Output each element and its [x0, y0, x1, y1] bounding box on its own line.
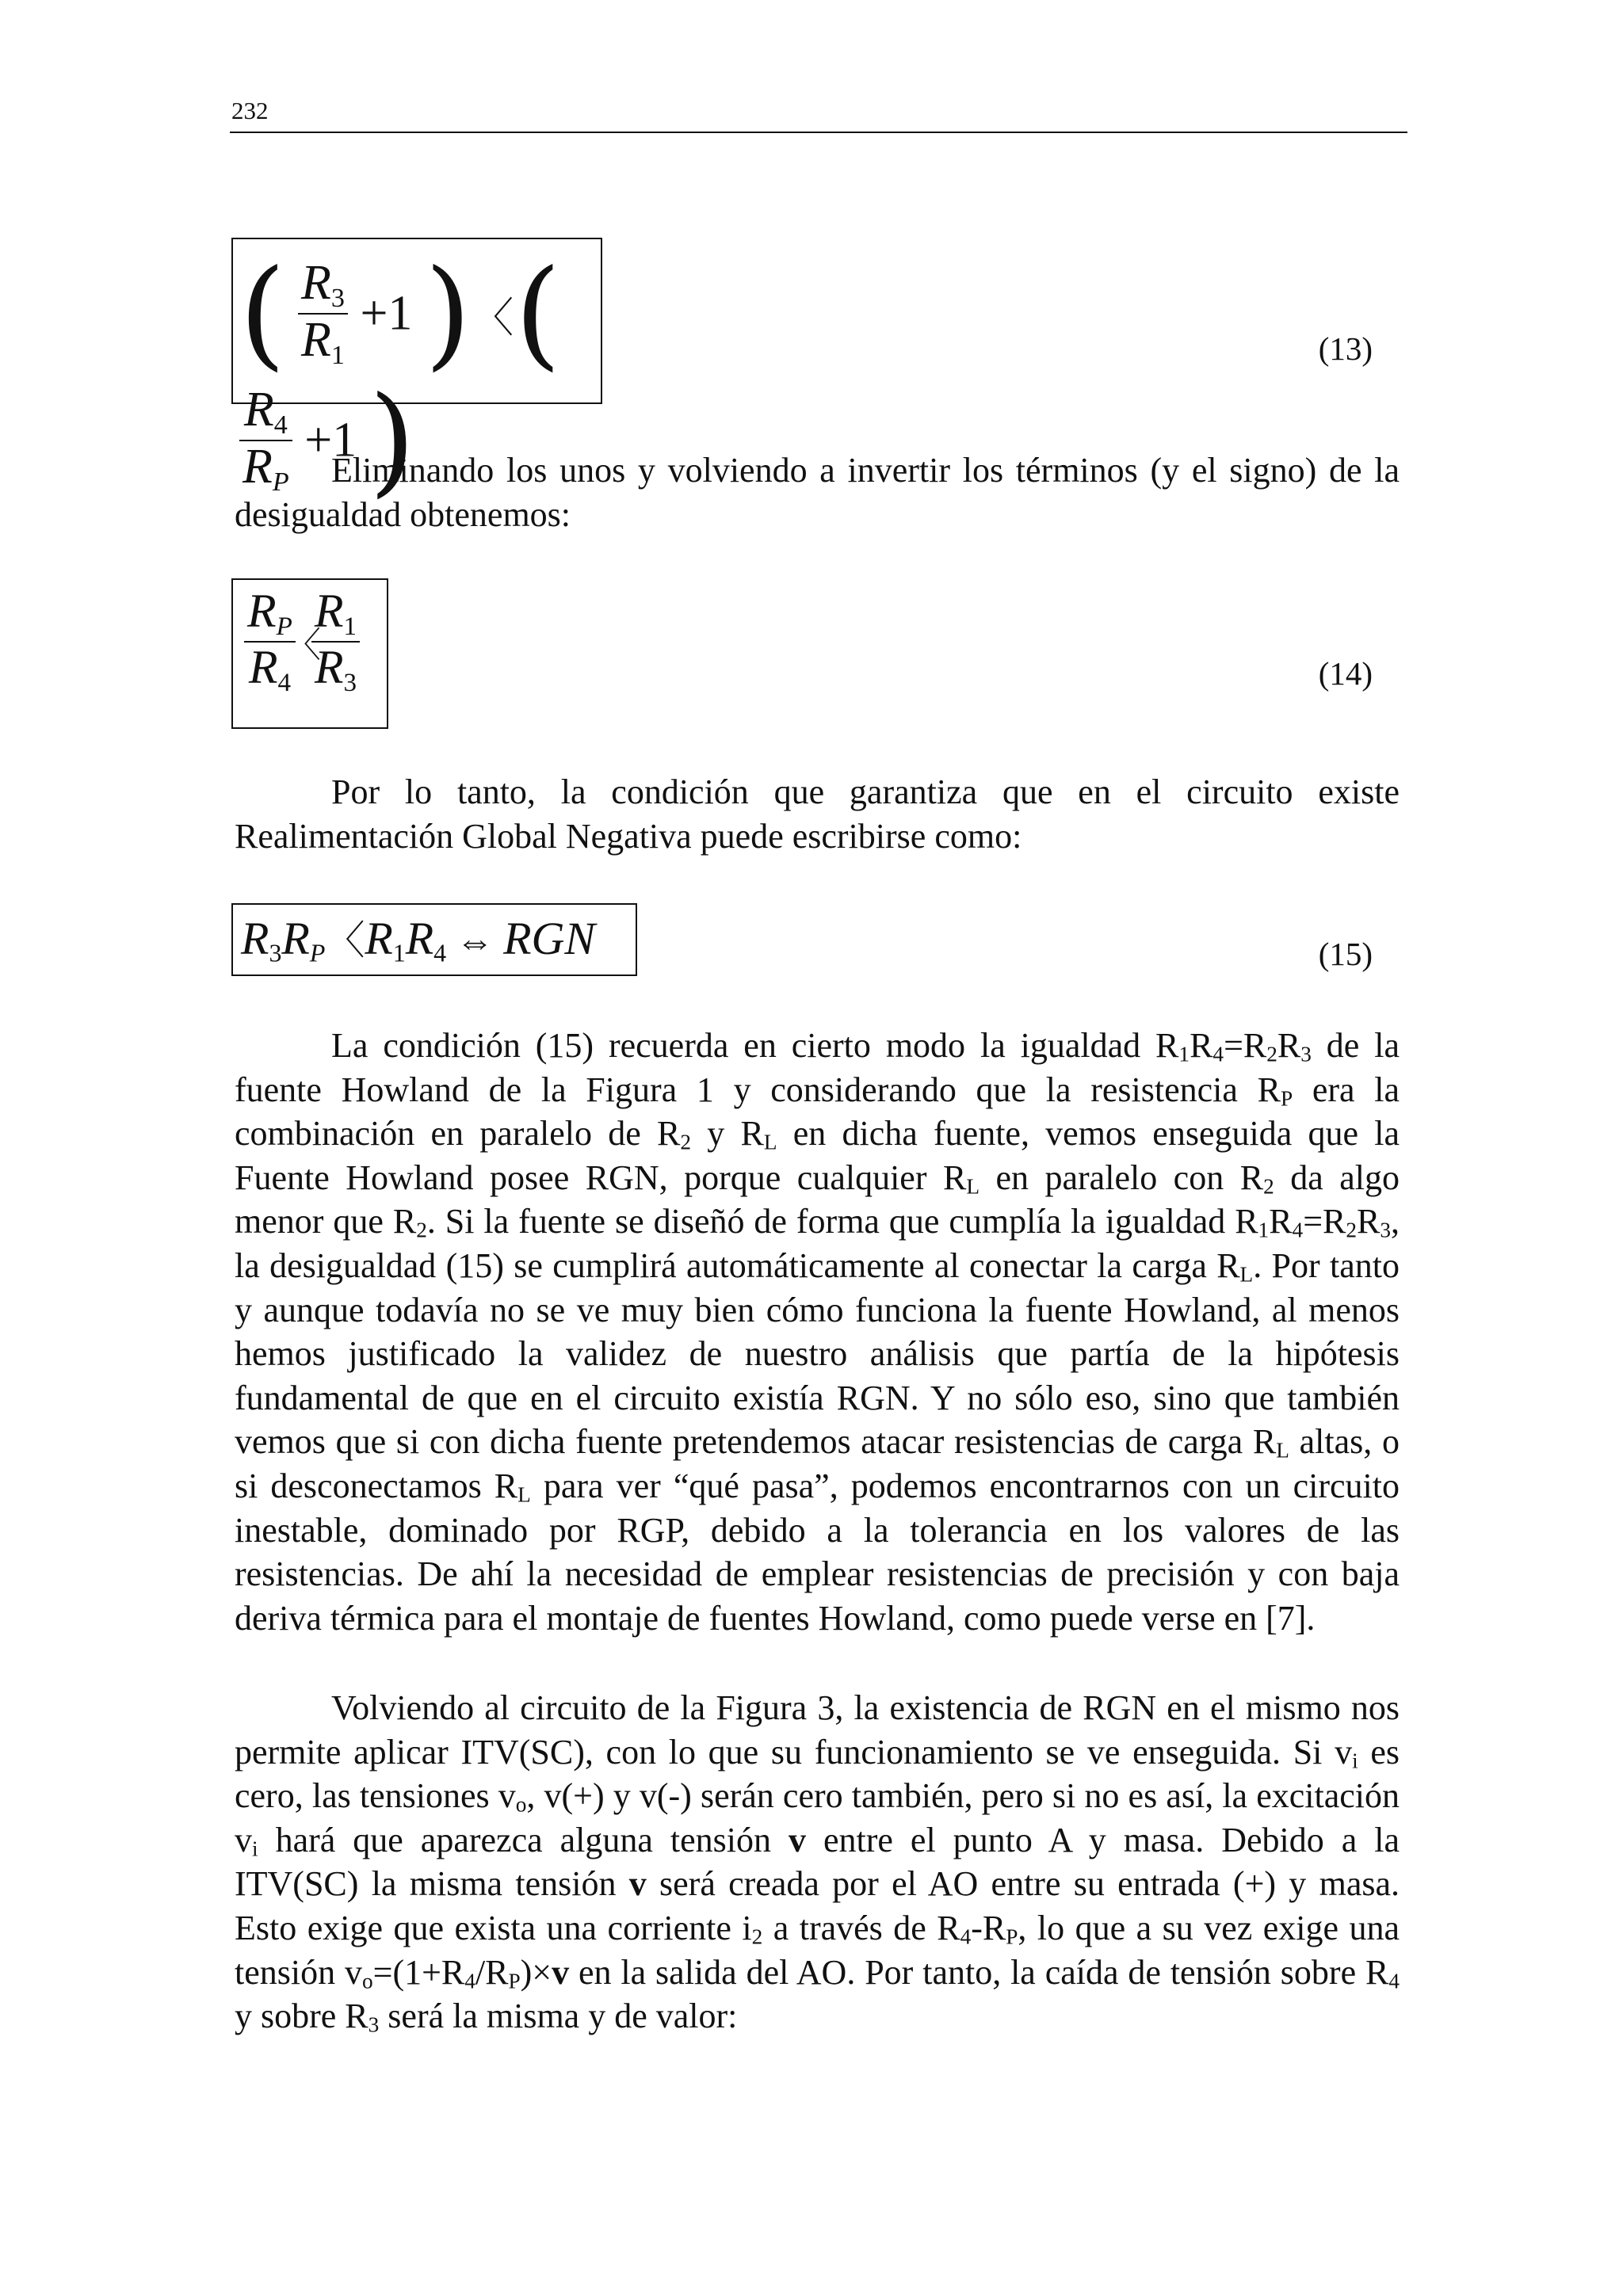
subscript: 1 [330, 341, 345, 371]
equation-number-14: (14) [1318, 655, 1373, 692]
fraction-denominator: R [242, 440, 273, 494]
equation-15-row [231, 903, 1373, 982]
plus-one: +1 [360, 286, 413, 341]
subscript: P [276, 612, 292, 641]
equivalence-symbol: ⇔ [456, 921, 495, 963]
paragraph-1: Eliminando los unos y volviendo a invertir los términos (y el signo) de la desigualdad obtenemos: [235, 451, 1400, 534]
equation-13 [231, 238, 602, 509]
fraction-numerator: R [301, 255, 331, 310]
fraction-r1-r3 [311, 586, 360, 696]
right-paren: ) [369, 372, 416, 509]
less-than-symbol: 〈 [472, 296, 514, 341]
left-paren: ( [239, 245, 286, 383]
subscript: 1 [343, 612, 357, 641]
paragraph-3: La condición (15) recuerda en cierto modo la igualdad $R_1R_4=R_2R_3$ de la fuente Howland de la Figura 1 y considerando que la resistencia $R_P$ era la combinación en paralelo de $R_2$ y $R_L$ en dicha fuente, vemos enseguida que la Fuente Howland posee RGN, porque cualquier $R_L$ en paralelo con $R_2$ da algo menor que $R_2$. Si la fuente se diseñó de forma que cumplía la igualdad $R_1R_4=R_2R_3$, la desigualdad (15) se cumplirá automáticamente al conectar la carga $R_L$. Por tanto y aunque todavía no se ve muy bien cómo funciona la fuente Howland, al menos hemos justificado la validez de nuestro análisis que partía de la hipótesis fundamental de que en el circuito existía RGN. Y no sólo eso, sino que también vemos que si con dicha fuente pretendemos atacar resistencias de carga $R_L$ altas, o si desconectamos $R_L$ para ver “qué pasa”, podemos encontrarnos con un circuito inestable, dominado por RGP, debido a la tolerancia en los valores de las resistencias. De ahí la necesidad de emplear resistencias de precisión y con baja deriva térmica para el montaje de fuentes Howland, como puede verse en [7]. [235, 1026, 1400, 1638]
page-number: 232 [231, 97, 269, 124]
fraction-denominator: R [314, 640, 344, 693]
equation-number-13: (13) [1318, 330, 1373, 367]
subscript: 3 [343, 668, 357, 697]
less-than-symbol: 〈 [325, 918, 365, 963]
header-rule [230, 132, 1407, 133]
paragraph-4: Volviendo al circuito de la Figura 3, la existencia de RGN en el mismo nos permite aplicar ITV(SC), con lo que su funcionamiento se ve enseguida. Si $v_i$ es cero, las tensiones $v_o$, v(+) y v(-) serán cero también, pero si no es así, la excitación $v_i$ hará que aparezca alguna tensión v entre el punto A y masa. Debido a la ITV(SC) la misma tensión v será creada por el AO entre su entrada (+) y masa. Esto exige que exista una corriente $i_2$ a través de $R_4-R_P$, lo que a su vez exige una tensión $v_o=(1+R_4/R_P)\times v$ en la salida del AO. Por tanto, la caída de tensión sobre $R_4$ y sobre $R_3$ será la misma y de valor: [235, 1688, 1400, 2037]
subscript: P [272, 467, 289, 498]
plus-one: +1 [304, 413, 357, 467]
fraction-r3-r1 [298, 257, 348, 370]
rgn-label: RGN [503, 913, 596, 964]
fraction-numerator: R [243, 382, 274, 437]
less-than-symbol: 〈 [285, 625, 321, 665]
paragraph-2: Por lo tanto, la condición que garantiza que en el circuito existe Realimentación Global Negativa puede escribirse como: [235, 772, 1400, 856]
equation-14 [231, 578, 388, 729]
fraction-numerator: R [247, 585, 277, 637]
subscript: 4 [277, 668, 291, 697]
right-paren: ) [424, 245, 472, 383]
fraction-denominator: R [248, 640, 278, 693]
equation-number-15: (15) [1318, 936, 1373, 972]
subscript: 3 [330, 284, 345, 314]
equation-14-row [231, 578, 1373, 729]
fraction-denominator: R [301, 313, 331, 367]
fraction-numerator: R [314, 585, 344, 637]
left-paren: ( [514, 245, 561, 383]
subscript: 4 [273, 410, 288, 441]
equation-15: $R_3RP$〈$R_1R_4$ ⇔ RGN [231, 903, 637, 976]
